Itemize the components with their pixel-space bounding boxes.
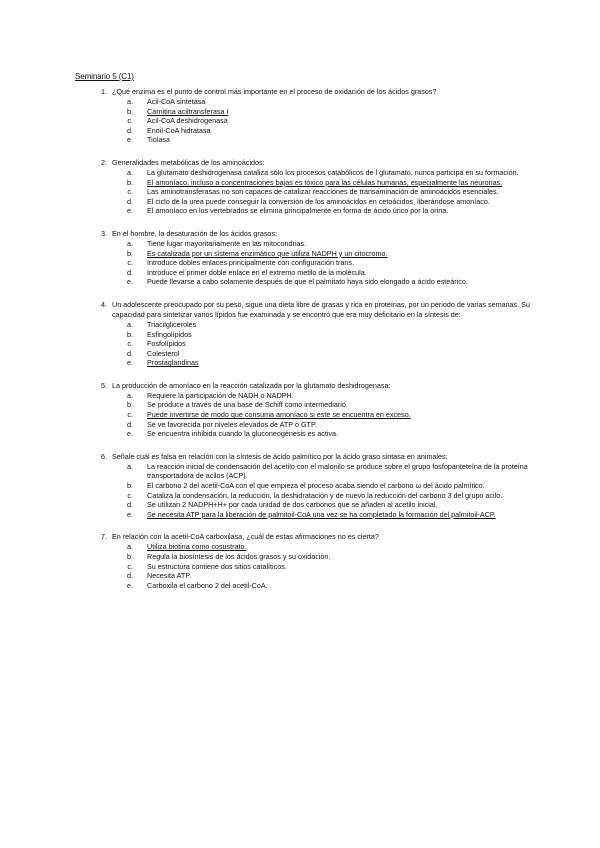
option-text: El carbono 2 del acetil-CoA con el que empieza el proceso acaba siendo el carbono ω del ácido palmítico. (147, 481, 485, 491)
option-letter: e. (127, 135, 133, 145)
option-item (75, 571, 535, 581)
question-text: Generalidades metabólicas de los aminoácidos: (112, 157, 265, 167)
option-text: Colesterol (147, 348, 180, 358)
question-row (75, 158, 535, 168)
option-letter: c. (127, 258, 133, 268)
option-letter: e. (127, 358, 133, 368)
option-item (75, 500, 535, 510)
option-text: Acil-CoA deshidrogenasa (147, 116, 228, 126)
option-letter: c. (127, 490, 133, 500)
question-number: 3. (101, 228, 107, 238)
option-text: La reacción inicial de condensación del acetilo con el malonilo se produce sobre el grupo fosfopanteteína de la proteína transportadora de acilos (ACP). (147, 461, 528, 481)
option-list (75, 97, 535, 145)
option-item (75, 552, 535, 562)
option-letter: d. (127, 500, 133, 510)
option-item (75, 320, 535, 330)
question-text: La producción de amoníaco en la reacción catalizada por la glutamato deshidrogenasa: (112, 380, 391, 390)
option-item (75, 429, 535, 439)
option-letter: d. (127, 348, 133, 358)
option-text: Fosfolípidos (147, 339, 186, 349)
question-text: Un adolescente preocupado por su peso, sigue una dieta libre de grasas y rica en proteínas, por un periodo de varias semanas. Su capacidad para sintetizar varios lípidos fue examinada y se encontró que era muy deficitario en la síntesis de: (112, 299, 530, 319)
option-letter: c. (127, 116, 133, 126)
option-text: Esfingolípidos (147, 329, 192, 339)
option-letter: a. (127, 390, 133, 400)
document-title: Seminario 5 (C1) (75, 72, 134, 81)
option-letter: c. (127, 339, 133, 349)
option-list (75, 462, 535, 520)
option-item (75, 562, 535, 572)
option-text: Se encuentra inhibida cuando la gluconeogénesis es activa. (147, 429, 339, 439)
question-row (75, 532, 535, 542)
option-text: Introduce el primer doble enlace en el extremo metilo de la molécula. (147, 267, 367, 277)
question-text: En relación con la acetil-CoA carboxilasa, ¿cuál de estas afirmaciones no es cierta? (112, 532, 379, 542)
option-list (75, 168, 535, 216)
option-text: Tiene lugar mayoritariamente en las mitocondrias. (147, 238, 307, 248)
option-item (75, 116, 535, 126)
option-letter: d. (127, 125, 133, 135)
option-list (75, 542, 535, 590)
option-item (75, 258, 535, 268)
question-item (75, 532, 535, 590)
question-number: 7. (101, 532, 107, 542)
option-letter: b. (127, 400, 133, 410)
option-item (75, 330, 535, 340)
option-text-correct: Prostaglandinas (147, 358, 199, 368)
option-item (75, 268, 535, 278)
option-letter: b. (127, 329, 133, 339)
option-text-correct: Es catalizada por un sistema enzimático que utiliza NADPH y un citocromo. (147, 248, 388, 258)
question-list (75, 87, 535, 603)
option-letter: d. (127, 267, 133, 277)
option-letter: e. (127, 277, 133, 287)
question-row (75, 381, 535, 391)
option-item (75, 178, 535, 188)
option-letter: a. (127, 97, 133, 106)
option-item (75, 510, 535, 520)
option-item (75, 249, 535, 259)
option-letter: e. (127, 509, 133, 519)
option-item (75, 581, 535, 591)
option-item (75, 491, 535, 501)
question-number: 1. (101, 87, 107, 96)
question-item (75, 452, 535, 520)
question-text: Señale cuál es falsa en relación con la síntesis de ácido palmítico por la ácido graso sintasa en animales: (112, 451, 448, 461)
question-item (75, 229, 535, 287)
option-item (75, 277, 535, 287)
option-letter: c. (127, 561, 133, 571)
option-letter: b. (127, 552, 133, 561)
option-letter: a. (127, 319, 133, 329)
option-letter: d. (127, 196, 133, 206)
option-text-correct: Utiliza biotina como cosustrato. (147, 542, 247, 552)
option-text: Se utilizan 2 NADPH+H+ por cada unidad de dos carbonos que se añaden al acetilo inicial. (147, 500, 438, 510)
option-letter: c. (127, 187, 133, 197)
option-text: La glutamato deshidrogenasa cataliza sólo los procesos catabólicos de l glutamato, nunca participa en su formación. (147, 167, 519, 177)
option-letter: a. (127, 542, 133, 552)
option-text: El amoníaco en los vertebrados se elimina principalmente en forma de ácido úrico por la orina. (147, 206, 449, 216)
question-row (75, 452, 535, 462)
option-letter: a. (127, 461, 133, 471)
question-text: ¿Qué enzima es el punto de control más importante en el proceso de oxidación de los ácidos grasos? (112, 87, 437, 96)
option-text: El ciclo de la urea puede conseguir la conversión de los aminoácidos en cetoácidos, liberándose amoníaco. (147, 196, 490, 206)
option-item (75, 462, 535, 481)
option-text: Introduce dobles enlaces principalmente con configuración trans. (147, 258, 354, 268)
option-letter: a. (127, 238, 133, 248)
option-list (75, 320, 535, 368)
option-text: Su estructura contiene dos sitios catalíticos. (147, 561, 287, 571)
question-row (75, 87, 535, 97)
option-item (75, 391, 535, 401)
question-text: En el hombre, la desaturación de los ácidos grasos: (112, 228, 278, 238)
option-item (75, 349, 535, 359)
option-letter: c. (127, 410, 133, 420)
option-item (75, 339, 535, 349)
question-item (75, 300, 535, 368)
option-letter: d. (127, 419, 133, 429)
option-item (75, 400, 535, 410)
question-item (75, 158, 535, 216)
option-letter: b. (127, 177, 133, 187)
option-letter: d. (127, 571, 133, 581)
question-item (75, 381, 535, 439)
option-text: Enoil-CoA hidratasa (147, 125, 211, 135)
option-item (75, 168, 535, 178)
option-text: Se ve favorecida por niveles elevados de ATP o GTP. (147, 419, 317, 429)
option-letter: b. (127, 481, 133, 491)
option-item (75, 420, 535, 430)
option-text-correct: El amoníaco, incluso a concentraciones bajas es tóxico para las células humanas, especialmente las neuronas. (147, 177, 503, 187)
option-letter: b. (127, 248, 133, 258)
question-row (75, 229, 535, 239)
option-text: Puede llevarse a cabo solamente después de que el palmitato haya sido elongado a ácido esteárico. (147, 277, 468, 287)
option-item (75, 187, 535, 197)
option-text: Carboxila el carbono 2 del acetil-CoA. (147, 580, 268, 590)
option-item (75, 481, 535, 491)
option-item (75, 358, 535, 368)
option-item (75, 542, 535, 552)
option-text: Requiere la participación de NADH o NADPH. (147, 390, 294, 400)
option-text: Regula la biosíntesis de los ácidos grasos y su oxidación. (147, 552, 331, 561)
option-item (75, 197, 535, 207)
option-letter: e. (127, 206, 133, 216)
option-letter: e. (127, 429, 133, 439)
option-text-correct: Puede invertirse de modo que consuma amoníaco si este se encuentra en exceso. (147, 410, 411, 420)
question-number: 4. (101, 299, 107, 309)
option-list (75, 391, 535, 439)
option-item (75, 206, 535, 216)
option-item (75, 410, 535, 420)
question-row (75, 300, 535, 320)
option-letter: e. (127, 580, 133, 590)
question-number: 6. (101, 451, 107, 461)
option-letter: a. (127, 167, 133, 177)
option-item (75, 97, 535, 107)
question-number: 2. (101, 157, 107, 167)
option-text-correct: Se necesita ATP para la liberación de palmitoil-CoA una vez se ha completado la formación del palmitoil-ACP. (147, 509, 496, 519)
option-text: Acil-CoA sintetasa (147, 97, 206, 106)
question-number: 5. (101, 380, 107, 390)
option-text: Las aminotransferasas no son capaces de catalizar reacciones de transaminación de aminoácidos esenciales. (147, 187, 499, 197)
option-list (75, 239, 535, 287)
option-item (75, 107, 535, 117)
option-text: Necesita ATP. (147, 571, 192, 581)
option-letter: b. (127, 106, 133, 116)
option-item (75, 135, 535, 145)
question-item (75, 87, 535, 145)
option-text: Tiolasa (147, 135, 170, 145)
option-text: Se produce a través de una base de Schiff como intermediario. (147, 400, 348, 410)
option-text: Cataliza la condensación, la reducción, la deshidratación y de nuevo la reducción del carbono 3 del grupo acilo. (147, 490, 503, 500)
option-item (75, 239, 535, 249)
option-text-correct: Carnitina aciltransferasa I (147, 106, 229, 116)
option-item (75, 126, 535, 136)
option-text: Triacilgliceroles (147, 319, 197, 329)
